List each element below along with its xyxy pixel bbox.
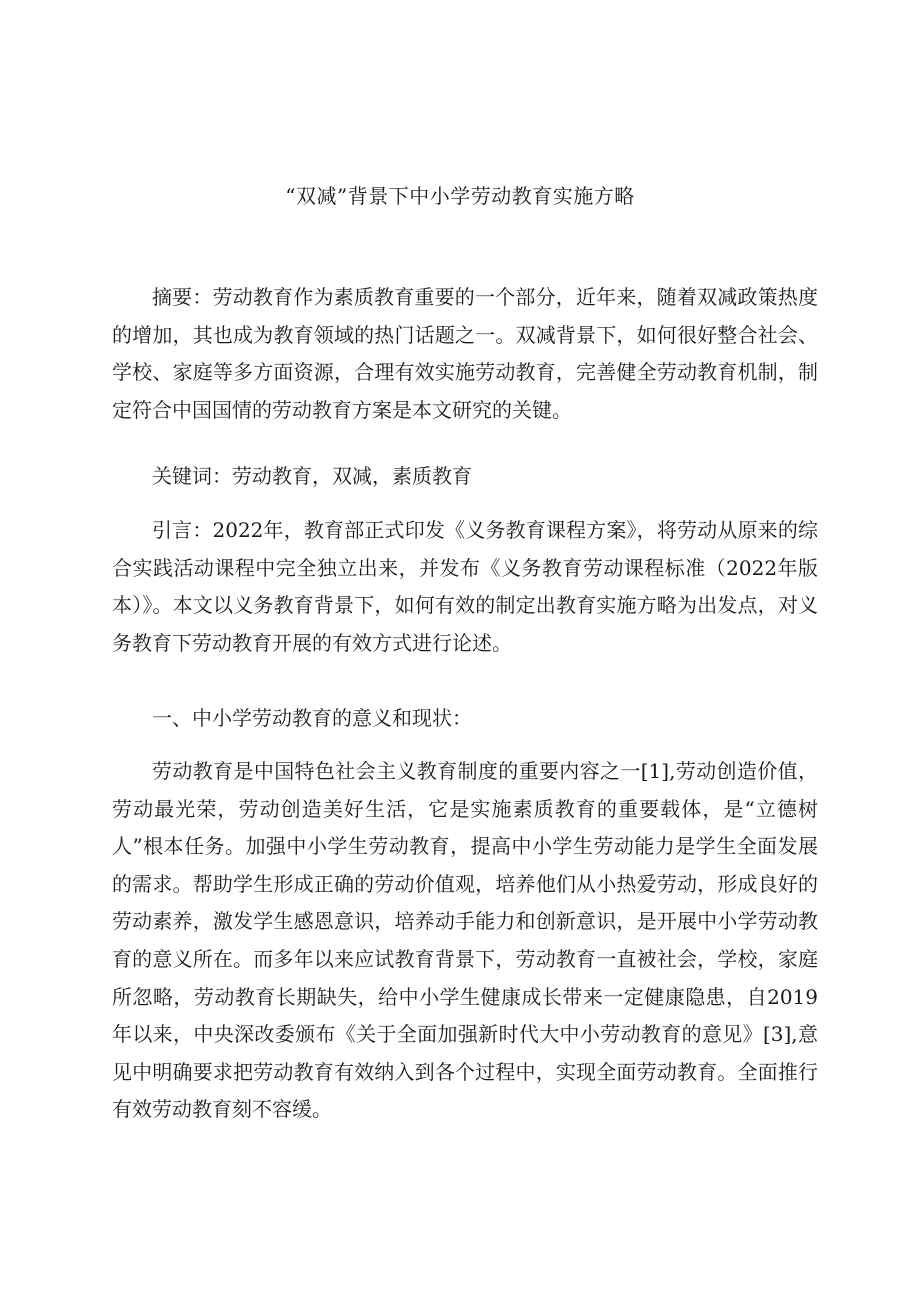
intro-paragraph: 引言：2022年，教育部正式印发《义务教育课程方案》，将劳动从原来的综合实践活动课程中完全独立出来，并发布《义务教育劳动课程标准（2022年版本）》。本文以义务教育背景下，如何有效的制定出教育实施方略为出发点，对义务教育下劳动教育开展的有效方式进行论述。 (112, 518, 818, 655)
document-title: “双减”背景下中小学劳动教育实施方略 (285, 184, 635, 208)
abstract-paragraph: 摘要：劳动教育作为素质教育重要的一个部分，近年来，随着双减政策热度的增加，其也成为教育领域的热门话题之一。双减背景下，如何很好整合社会、学校、家庭等多方面资源，合理有效实施劳动教育，完善健全劳动教育机制，制定符合中国国情的劳动教育方案是本文研究的关键。 (112, 285, 818, 422)
section-heading: 一、中小学劳动教育的意义和现状： (152, 706, 472, 730)
section-body-paragraph: 劳动教育是中国特色社会主义教育制度的重要内容之一[1],劳动创造价值，劳动最光荣，劳动创造美好生活，它是实施素质教育的重要载体，是“立德树人”根本任务。加强中小学生劳动教育，提高中小学生劳动能力是学生全面发展的需求。帮助学生形成正确的劳动价值观，培养他们从小热爱劳动，形成良好的劳动素养，激发学生感恩意识，培养动手能力和创新意识，是开展中小学劳动教育的意义所在。而多年以来应试教育背景下，劳动教育一直被社会，学校，家庭所忽略，劳动教育长期缺失，给中小学生健康成长带来一定健康隐患，自2019年以来，中央深改委颁布《关于全面加强新时代大中小劳动教育的意见》[3],意见中明确要求把劳动教育有效纳入到各个过程中，实现全面劳动教育。全面推行有效劳动教育刻不容缓。 (112, 759, 818, 1122)
keywords-paragraph: 关键词：劳动教育，双减，素质教育 (152, 464, 472, 488)
